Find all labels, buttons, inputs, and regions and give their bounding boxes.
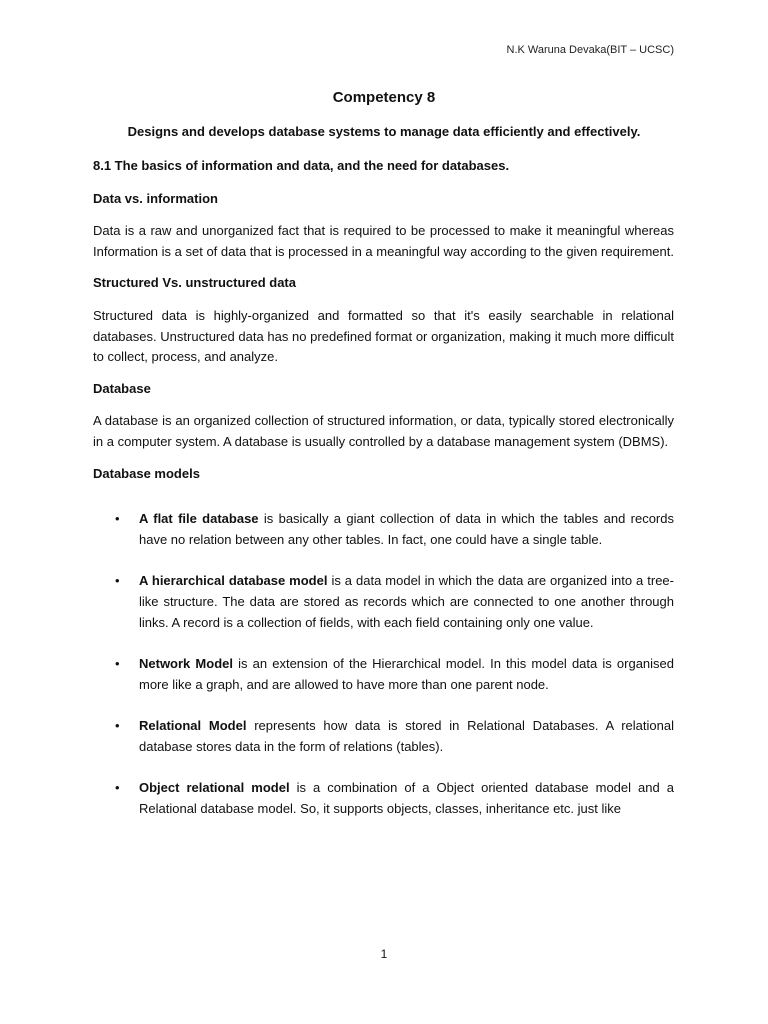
author-header: N.K Waruna Devaka(BIT – UCSC)	[506, 44, 674, 56]
model-description: is an extension of the Hierarchical model. In this model data is organised more like a graph, and are allowed to have more than one parent node.	[139, 656, 674, 692]
section-heading-basics: 8.1 The basics of information and data, and the need for databases.	[93, 158, 510, 173]
list-item-object-relational	[93, 778, 674, 819]
database-models-list	[93, 509, 674, 820]
bullet-icon: •	[115, 511, 120, 527]
model-term: Network Model	[139, 656, 233, 672]
list-item-relational	[93, 716, 674, 757]
page-number: 1	[380, 947, 388, 961]
section-body-structured-vs-unstructured: Structured data is highly-organized and formatted so that it's easily searchable in relational databases. Unstructured data has no predefined format or organization, making it much more difficult to collect, process, and analyze.	[93, 307, 674, 365]
section-body-data-vs-information: Data is a raw and unorganized fact that is required to be processed to make it meaningful whereas Information is a set of data that is processed in a meaningful way according to the given requirement.	[93, 223, 674, 259]
list-item-network	[93, 654, 674, 695]
model-term: A flat file database	[139, 511, 259, 527]
list-item-flat-file	[93, 509, 674, 550]
bullet-icon: •	[115, 780, 120, 796]
bullet-icon: •	[115, 656, 120, 672]
model-term: A hierarchical database model	[139, 573, 328, 589]
model-description: is a combination of a Object oriented database model and a Relational database model. So, it supports objects, classes, inheritance etc. just like	[139, 780, 674, 817]
list-item-hierarchical	[93, 571, 674, 633]
model-description: represents how data is stored in Relational Databases. A relational database stores data in the form of relations (tables).	[139, 718, 674, 754]
section-heading-database: Database	[93, 380, 151, 396]
section-heading-database-models: Database models	[93, 465, 200, 481]
main-content	[93, 156, 674, 841]
model-description: is a data model in which the data are organized into a tree-like structure. The data are stored as records which are connected to one another through links. A record is a collection of fields, with each field containing only one value.	[139, 573, 674, 630]
section-heading-structured-vs-unstructured: Structured Vs. unstructured data	[93, 275, 296, 291]
model-term: Relational Model	[139, 718, 247, 734]
bullet-icon: •	[115, 718, 120, 734]
competency-statement: Designs and develops database systems to manage data efficiently and effectively.	[127, 124, 641, 139]
section-heading-data-vs-information: Data vs. information	[93, 190, 218, 206]
section-body-database: A database is an organized collection of structured information, or data, typically stored electronically in a computer system. A database is usually controlled by a database management system (DBMS).	[93, 413, 674, 449]
bullet-icon: •	[115, 573, 120, 589]
model-description: is basically a giant collection of data in which the tables and records have no relation between any other tables. In fact, one could have a single table.	[139, 511, 674, 547]
model-term: Object relational model	[139, 780, 290, 796]
page-title: Competency 8	[332, 89, 436, 106]
